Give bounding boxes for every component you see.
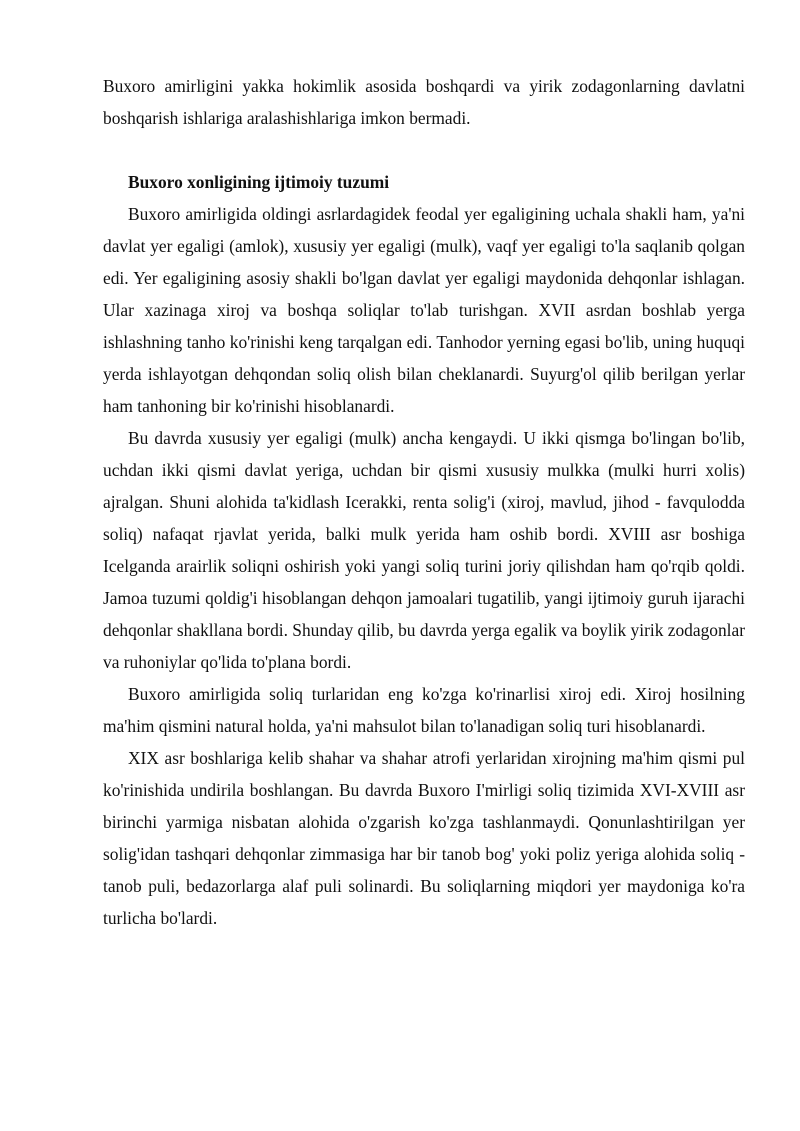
body-paragraph: Bu davrda xususiy yer egaligi (mulk) ancha kengaydi. U ikki qismga bo'lingan bo'lib, uchdan ikki qismi davlat yeriga, uchdan bir qismi xususiy mulkka (mulki hurri xolis) ajralgan. Shuni alohida ta'kidlash Icerakki, renta solig'i (xiroj, mavlud, jihod - favqulodda soliq) nafaqat rjavlat yerida, balki mulk yerida ham oshib bordi. XVIII asr boshiga Icelganda arairlik soliqni oshirish yoki yangi soliq turini joriy qilishdan ham qo'rqib qoldi. Jamoa tuzumi qoldig'i hisoblangan dehqon jamoalari tugatilib, yangi ijtimoiy guruh ijarachi dehqonlar shakllana bordi. Shunday qilib, bu davrda yerga egalik va boylik yirik zodagonlar va ruhoniylar qo'lida to'plana bordi. xyxy=(103,428,746,672)
body-paragraph: XIX asr boshlariga kelib shahar va shahar atrofi yerlaridan xirojning ma'him qismi pul ko'rinishida undirila boshlangan. Bu davrda Buxoro I'mirligi soliq tizimida XVI-XVIII asr birinchi yarmiga nisbatan alohida o'zgarish ko'zga tashlanmaydi. Qonunlashtirilgan yer solig'idan tashqari dehqonlar zimmasiga har bir tanob bog' yoki poliz yeriga alohida soliq - tanob puli, bedazorlarga alaf puli solinardi. Bu soliqlarning miqdori yer maydoniga ko'ra turlicha bo'lardi. xyxy=(103,748,745,928)
body-paragraph: Buxoro amirligida oldingi asrlardagidek feodal yer egaligining uchala shakli ham, ya'ni davlat yer egaligi (amlok), xususiy yer egaligi (mulk), vaqf yer egaligi to'la saqlanib qolgan edi. Yer egaligining asosiy shakli bo'lgan davlat yer egaligi maydonida dehqonlar ishlagan. Ular xazinaga xiroj va boshqa soliqlar to'lab turishgan. XVII asrdan boshlab yerga ishlashning tanho ko'rinishi keng tarqalgan edi. Tanhodor yerning egasi bo'lib, uning huquqi yerda ishlayotgan dehqondan soliq olish bilan cheklanardi. Suyurg'ol qilib berilgan yerlar ham tanhoning bir ko'rinishi hisoblanardi. xyxy=(103,204,745,416)
section-heading: Buxoro xonligining ijtimoiy tuzumi xyxy=(128,172,390,192)
intro-paragraph: Buxoro amirligini yakka hokimlik asosida boshqardi va yirik zodagonlarning davlatni boshqarish ishlariga aralashishlariga imkon bermadi. xyxy=(103,76,745,128)
document-page xyxy=(103,70,745,934)
body-paragraph: Buxoro amirligida soliq turlaridan eng ko'zga ko'rinarlisi xiroj edi. Xiroj hosilning ma'him qismini natural holda, ya'ni mahsulot bilan to'lanadigan soliq turi hisoblanardi. xyxy=(103,684,745,736)
